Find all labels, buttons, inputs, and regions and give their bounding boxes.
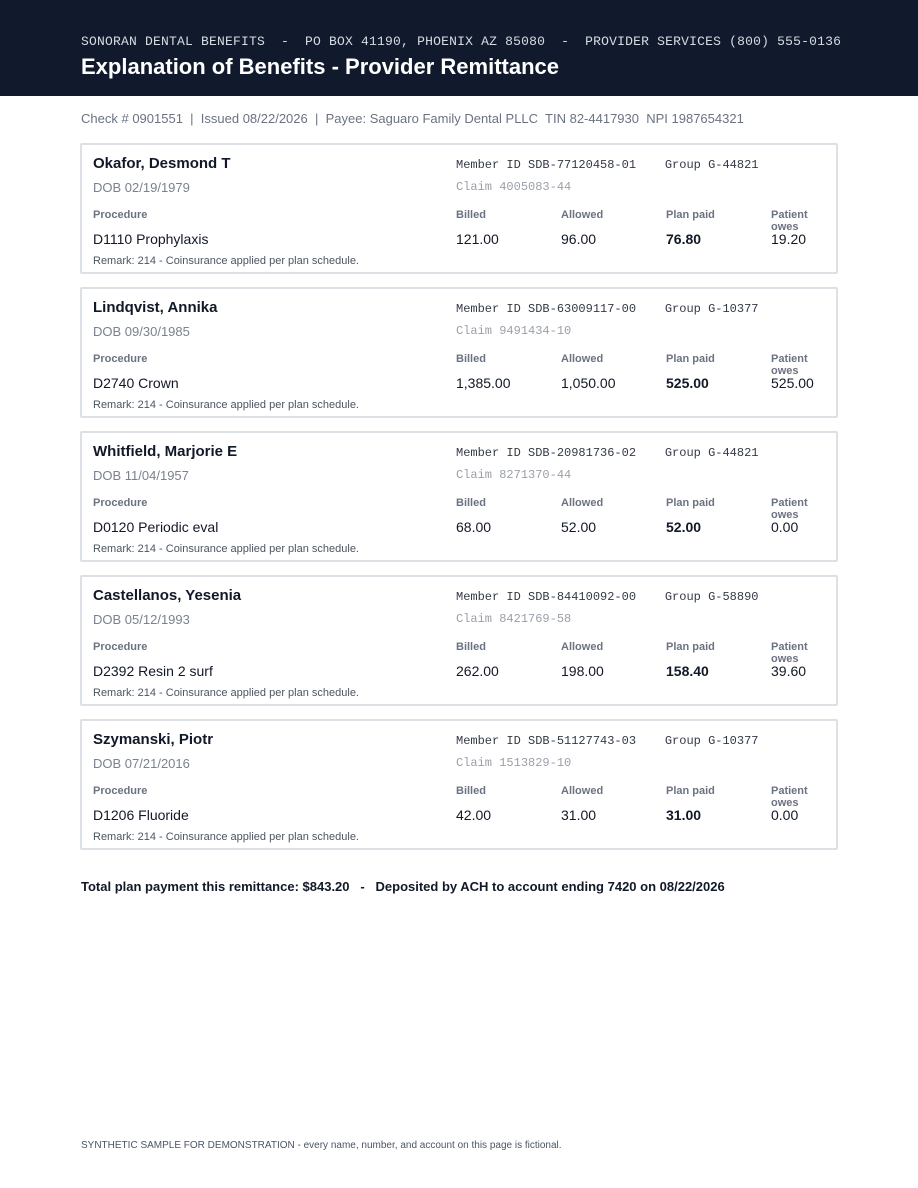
claim-card [80, 575, 838, 706]
allowed-amount: 31.00 [561, 807, 597, 823]
patient-dob-line [93, 756, 190, 771]
billed-header: Billed [456, 785, 486, 797]
patient-owes-amount: 0.00 [771, 807, 799, 823]
group-label: Group [664, 158, 709, 172]
deposit-date: 08/22/2026 [659, 879, 725, 894]
patient-owes-header: Patient owes [771, 209, 808, 233]
plan-paid-amount: 158.40 [666, 663, 709, 679]
claim-remark: Remark: 214 - Coinsurance applied per plan schedule. [93, 543, 359, 555]
tin-value: 82-4417930 [569, 111, 639, 126]
procedure [93, 807, 189, 823]
patient-dob-line [93, 468, 189, 483]
claim-remark: Remark: 214 - Coinsurance applied per plan schedule. [93, 687, 359, 699]
group-id: G-44821 [708, 158, 759, 172]
member-id: SDB-63009117-00 [528, 302, 637, 316]
claim-remark: Remark: 214 - Coinsurance applied per plan schedule. [93, 255, 359, 267]
check-number: 0901551 [132, 111, 183, 126]
procedure-header: Procedure [93, 209, 148, 221]
billed-amount: 121.00 [456, 231, 499, 247]
patient-name: Whitfield, Marjorie E [93, 443, 238, 460]
provider-services-phone: (800) 555-0136 [729, 34, 842, 49]
member-line [456, 734, 759, 748]
plan-paid-amount: 76.80 [666, 231, 702, 247]
member-line [456, 158, 759, 172]
allowed-amount: 1,050.00 [561, 375, 616, 391]
billed-header: Billed [456, 209, 486, 221]
procedure-header: Procedure [93, 497, 148, 509]
procedure [93, 375, 179, 391]
dob-label: DOB [93, 324, 125, 339]
patient-owes-header: Patient owes [771, 641, 808, 665]
member-line [456, 590, 759, 604]
group-label: Group [664, 590, 709, 604]
patient-owes-header: Patient owes [771, 353, 808, 377]
claim-label: Claim [456, 756, 500, 770]
payer-address: PO BOX 41190, PHOENIX AZ 85080 [305, 34, 546, 49]
member-id: SDB-84410092-00 [528, 590, 637, 604]
group-gap [636, 158, 665, 172]
group-label: Group [664, 302, 709, 316]
payer-name: SONORAN DENTAL BENEFITS [81, 34, 266, 49]
account-ending: ending 7420 [561, 879, 637, 894]
billed-amount: 1,385.00 [456, 375, 511, 391]
plan-paid-header: Plan paid [666, 641, 715, 653]
patient-dob: 05/12/1993 [124, 612, 190, 627]
payee-label: | Payee: [307, 111, 370, 126]
member-id-label: Member ID [456, 446, 529, 460]
plan-paid-header: Plan paid [666, 497, 715, 509]
footer-disclaimer: SYNTHETIC SAMPLE FOR DEMONSTRATION - every name, number, and account on this page is fictional. [81, 1140, 562, 1151]
member-id-label: Member ID [456, 302, 529, 316]
claim-number: 8421769-58 [499, 612, 572, 626]
provider-services-label: PROVIDER SERVICES [585, 34, 730, 49]
member-id-label: Member ID [456, 734, 529, 748]
procedure-code: D2740 [93, 375, 135, 391]
claim-card [80, 431, 838, 562]
claim-label: Claim [456, 612, 500, 626]
allowed-amount: 198.00 [561, 663, 604, 679]
patient-owes-amount: 0.00 [771, 519, 799, 535]
procedure-description: Resin 2 surf [138, 663, 213, 679]
allowed-header: Allowed [561, 641, 604, 653]
dob-label: DOB [93, 756, 125, 771]
dob-label: DOB [93, 468, 125, 483]
claim-number: 9491434-10 [499, 324, 572, 338]
claim-label: Claim [456, 180, 500, 194]
plan-paid-amount: 31.00 [666, 807, 702, 823]
total-text: Total plan payment this remittance: $843.20 - Deposited by ACH to account [81, 879, 562, 894]
claim-number: 4005083-44 [499, 180, 572, 194]
plan-paid-header: Plan paid [666, 353, 715, 365]
member-line [456, 302, 759, 316]
member-line [456, 446, 759, 460]
dob-label: DOB [93, 180, 125, 195]
patient-name: Okafor, Desmond T [93, 155, 231, 172]
separator: - [545, 34, 586, 49]
plan-paid-amount: 52.00 [666, 519, 702, 535]
tin-label: TIN [538, 111, 570, 126]
procedure [93, 231, 208, 247]
patient-owes-amount: 525.00 [771, 375, 814, 391]
patient-owes-amount: 39.60 [771, 663, 807, 679]
procedure-code: D1206 [93, 807, 135, 823]
payee-name: Saguaro Family Dental PLLC [369, 111, 539, 126]
header-bar [0, 0, 918, 96]
allowed-header: Allowed [561, 497, 604, 509]
group-id: G-58890 [708, 590, 759, 604]
member-id-label: Member ID [456, 590, 529, 604]
procedure-header: Procedure [93, 785, 148, 797]
claim-line [456, 612, 571, 626]
billed-amount: 262.00 [456, 663, 499, 679]
procedure-code: D2392 [93, 663, 135, 679]
billed-amount: 42.00 [456, 807, 492, 823]
claim-label: Claim [456, 468, 500, 482]
allowed-header: Allowed [561, 785, 604, 797]
procedure-code: D1110 [93, 231, 133, 247]
patient-name: Castellanos, Yesenia [93, 587, 242, 604]
page-title: Explanation of Benefits - Provider Remittance [81, 54, 559, 79]
npi-label: NPI [639, 111, 672, 126]
allowed-header: Allowed [561, 353, 604, 365]
procedure-description: Periodic eval [138, 519, 219, 535]
allowed-amount: 96.00 [561, 231, 597, 247]
claim-number: 1513829-10 [499, 756, 572, 770]
patient-name: Szymanski, Piotr [93, 731, 214, 748]
patient-owes-amount: 19.20 [771, 231, 807, 247]
issued-date: 08/22/2026 [242, 111, 308, 126]
procedure-description: Prophylaxis [136, 231, 209, 247]
procedure-code: D0120 [93, 519, 135, 535]
member-id: SDB-77120458-01 [528, 158, 637, 172]
billed-header: Billed [456, 353, 486, 365]
claim-card [80, 719, 838, 850]
procedure-description: Crown [138, 375, 179, 391]
patient-dob: 02/19/1979 [124, 180, 190, 195]
payer-address-line [81, 34, 871, 49]
patient-name: Lindqvist, Annika [93, 299, 218, 316]
group-gap [636, 590, 665, 604]
billed-header: Billed [456, 641, 486, 653]
procedure [93, 663, 213, 679]
patient-dob-line [93, 180, 190, 195]
claims-list [80, 143, 838, 863]
claim-line [456, 324, 571, 338]
claim-line [456, 468, 571, 482]
group-id: G-44821 [708, 446, 759, 460]
billed-amount: 68.00 [456, 519, 492, 535]
dob-label: DOB [93, 612, 125, 627]
claim-label: Claim [456, 324, 500, 338]
billed-header: Billed [456, 497, 486, 509]
npi-value: 1987654321 [671, 111, 744, 126]
group-label: Group [664, 446, 709, 460]
procedure-header: Procedure [93, 353, 148, 365]
member-id: SDB-20981736-02 [528, 446, 637, 460]
plan-paid-header: Plan paid [666, 785, 715, 797]
procedure-header: Procedure [93, 641, 148, 653]
patient-dob: 09/30/1985 [124, 324, 190, 339]
claim-line [456, 180, 571, 194]
total-on: on [636, 879, 660, 894]
check-info-line [81, 111, 744, 126]
procedure-description: Fluoride [138, 807, 189, 823]
patient-dob: 11/04/1957 [124, 468, 189, 483]
group-gap [636, 446, 665, 460]
claim-remark: Remark: 214 - Coinsurance applied per plan schedule. [93, 831, 359, 843]
claim-remark: Remark: 214 - Coinsurance applied per plan schedule. [93, 399, 359, 411]
allowed-amount: 52.00 [561, 519, 597, 535]
patient-dob: 07/21/2016 [124, 756, 190, 771]
group-gap [636, 302, 665, 316]
plan-paid-amount: 525.00 [666, 375, 709, 391]
remittance-total-line [81, 879, 725, 894]
group-id: G-10377 [708, 302, 759, 316]
patient-dob-line [93, 612, 190, 627]
group-id: G-10377 [708, 734, 759, 748]
patient-owes-header: Patient owes [771, 785, 808, 809]
patient-owes-header: Patient owes [771, 497, 808, 521]
allowed-header: Allowed [561, 209, 604, 221]
group-gap [636, 734, 665, 748]
member-id: SDB-51127743-03 [528, 734, 637, 748]
group-label: Group [664, 734, 709, 748]
issued-label: | Issued [182, 111, 243, 126]
claim-line [456, 756, 571, 770]
claim-card [80, 143, 838, 274]
separator: - [265, 34, 306, 49]
procedure [93, 519, 218, 535]
plan-paid-header: Plan paid [666, 209, 715, 221]
check-label: Check # [81, 111, 133, 126]
member-id-label: Member ID [456, 158, 529, 172]
patient-dob-line [93, 324, 190, 339]
claim-card [80, 287, 838, 418]
claim-number: 8271370-44 [499, 468, 572, 482]
